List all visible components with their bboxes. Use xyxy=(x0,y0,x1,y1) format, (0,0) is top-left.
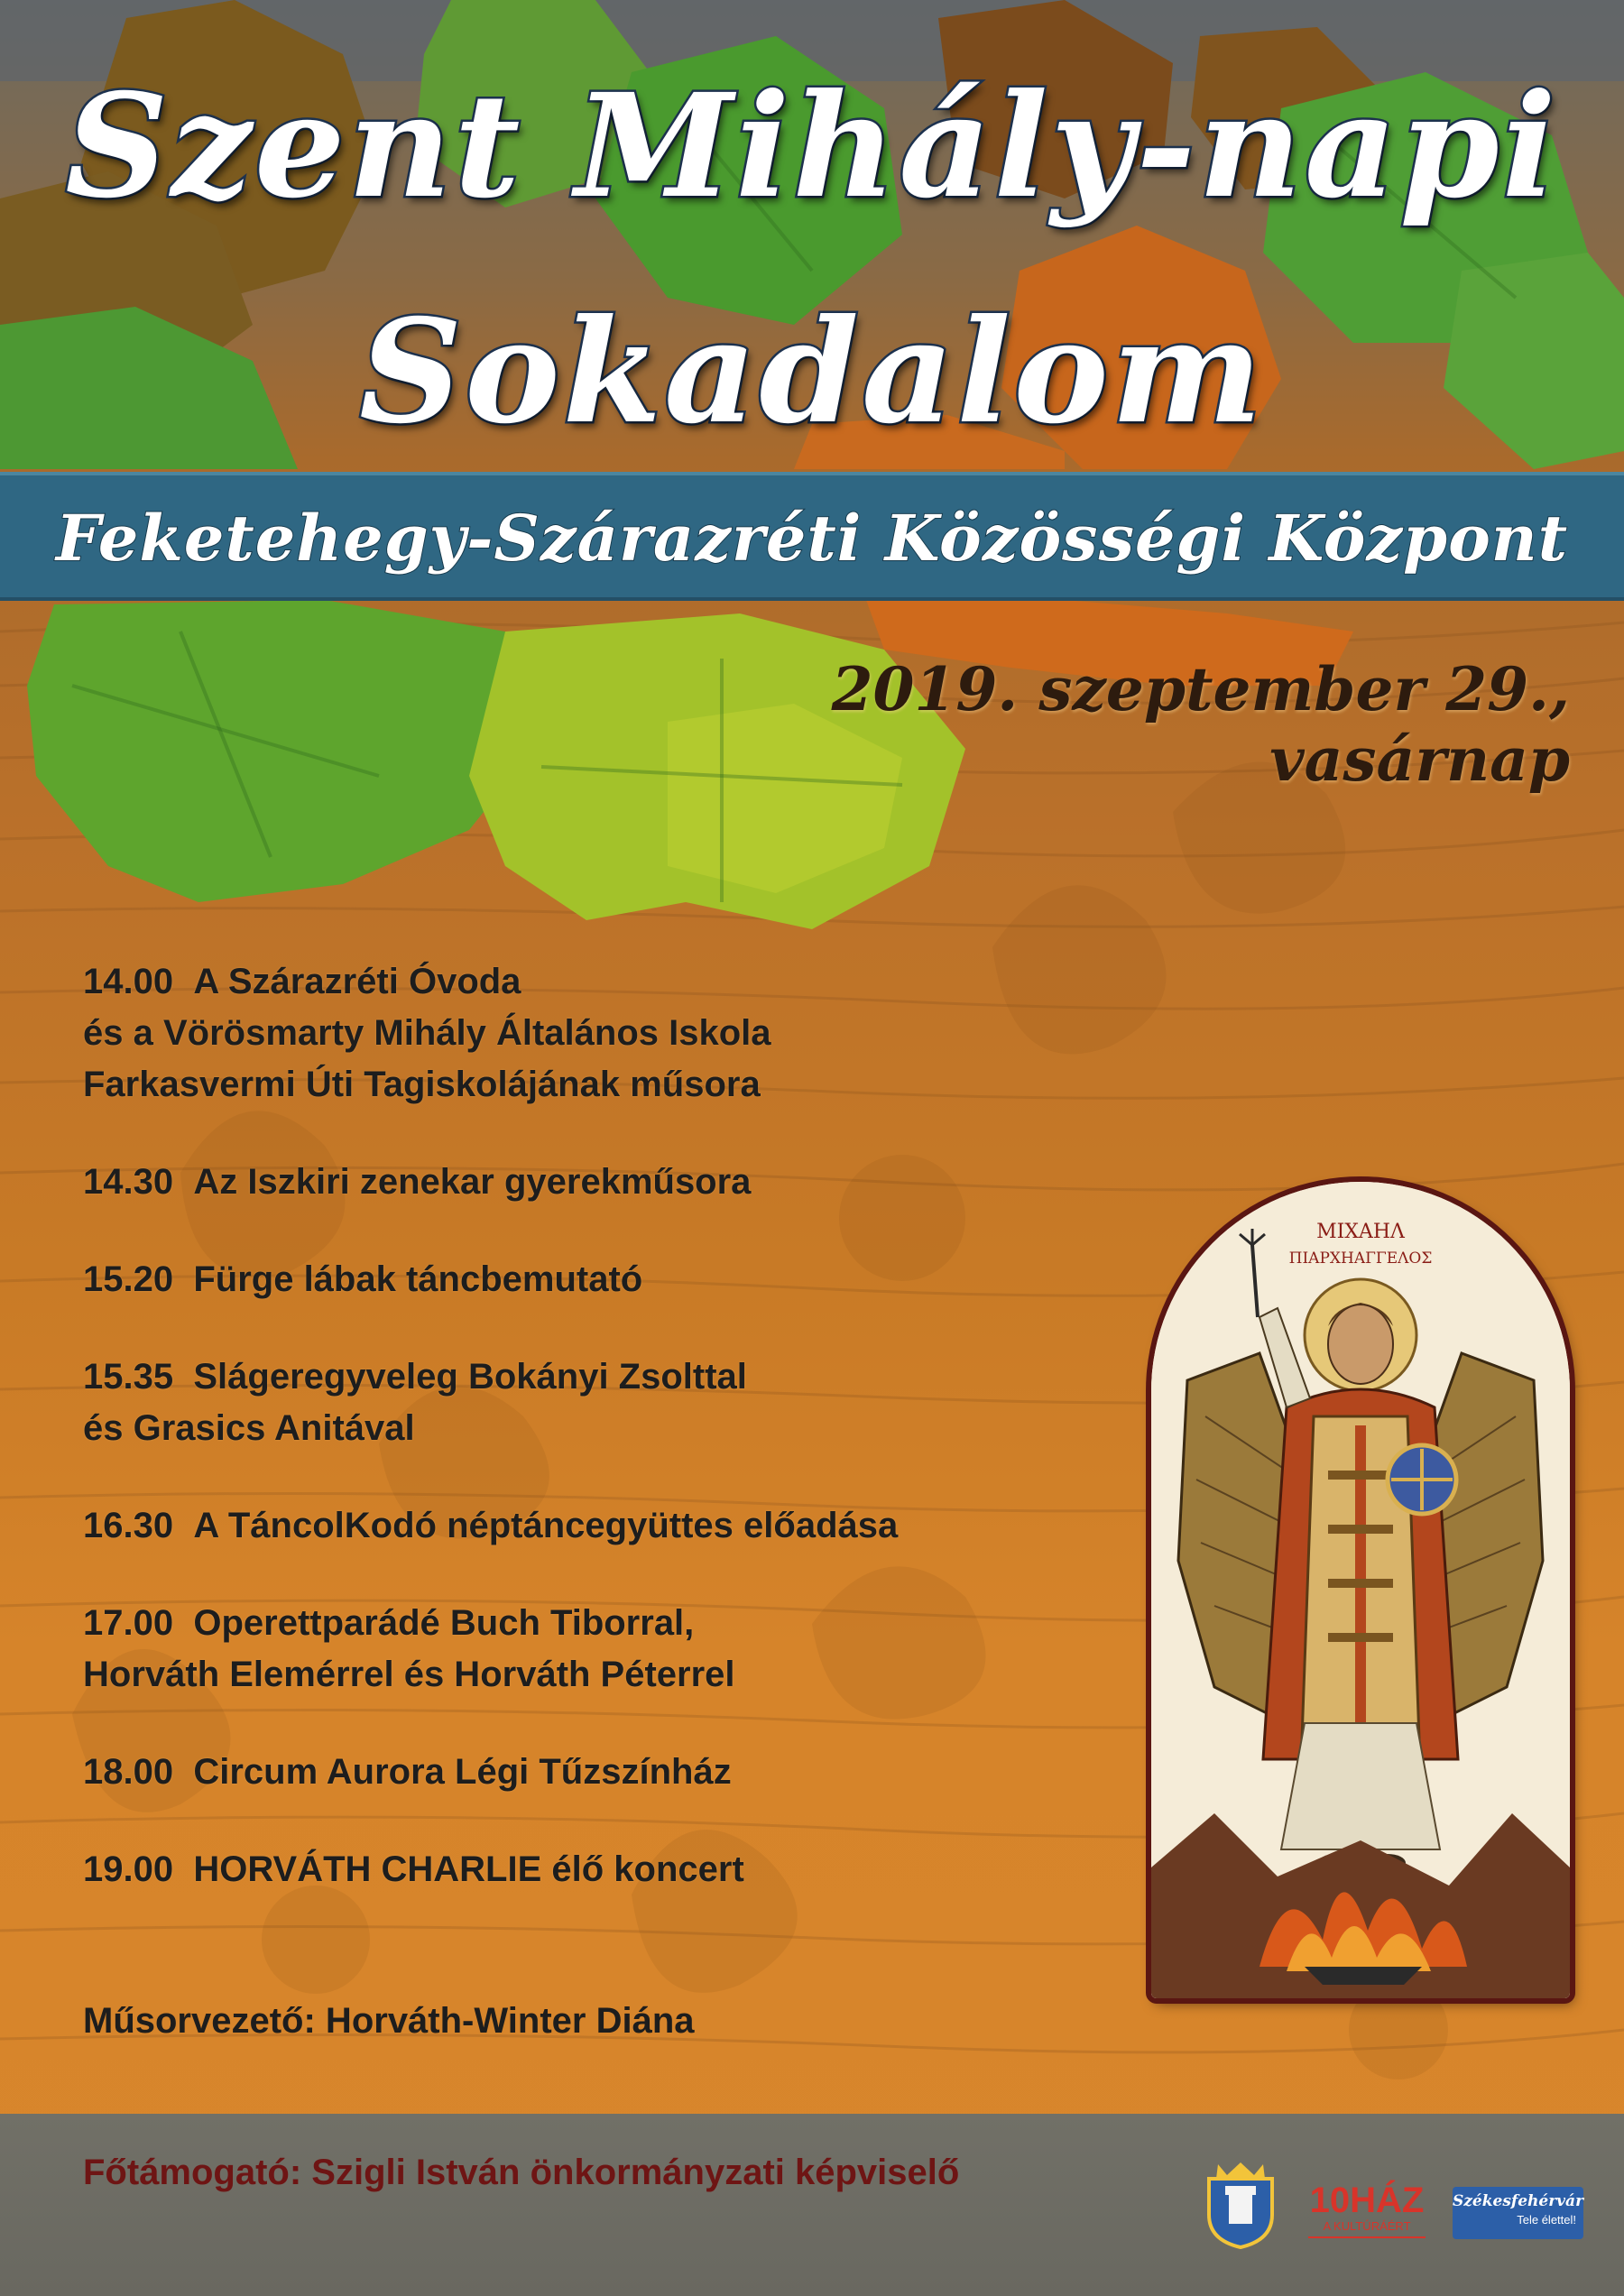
program-time: 14.30 xyxy=(83,1162,174,1202)
10haz-logo-text: 10HÁZ xyxy=(1309,2181,1425,2220)
program-item xyxy=(83,1254,1121,1305)
program-text: Slágeregyveleg Bokányi Zsolttal xyxy=(193,1357,747,1397)
city-logo-tagline: Tele élettel! xyxy=(1517,2213,1576,2227)
archangel-michael-icon-image xyxy=(1151,1182,1570,1998)
program-text: Farkasvermi Úti Tagiskolájának műsora xyxy=(83,1065,761,1104)
program-text: A Szárazréti Óvoda xyxy=(193,962,521,1001)
program-item xyxy=(83,1747,1121,1798)
program-time: 15.35 xyxy=(83,1357,174,1397)
event-title-line-1: Szent Mihály-napi xyxy=(65,63,1559,230)
icon-inscription-2: ΠΙΑΡΧΗΑΓΓΕΛΟΣ xyxy=(1288,1249,1433,1268)
city-coat-of-arms-logo xyxy=(1200,2161,1281,2249)
program-text: A TáncolKodó néptáncegyüttes előadása xyxy=(193,1506,899,1545)
venue-name: Feketehegy-Szárazréti Közösségi Központ xyxy=(55,501,1569,576)
program-time: 17.00 xyxy=(83,1603,174,1643)
program-item xyxy=(83,1351,1121,1454)
program-text: Horváth Elemérrel és Horváth Péterrel xyxy=(83,1655,735,1694)
event-date: 2019. szeptember 29., vasárnap xyxy=(831,654,1570,795)
venue-banner xyxy=(0,472,1624,601)
program-list xyxy=(83,956,1121,1941)
program-item xyxy=(83,956,1121,1111)
program-time: 18.00 xyxy=(83,1752,174,1792)
program-text: Az Iszkiri zenekar gyerekműsora xyxy=(193,1162,752,1202)
program-item xyxy=(83,1844,1121,1895)
host-credit: Műsorvezető: Horváth-Winter Diána xyxy=(83,2001,695,2041)
program-text: és Grasics Anitával xyxy=(83,1408,415,1448)
szekesfehervar-logo xyxy=(1453,2187,1583,2239)
program-text: Circum Aurora Légi Tűzszínház xyxy=(193,1752,732,1792)
program-item xyxy=(83,1500,1121,1552)
10haz-logo xyxy=(1299,2165,1435,2246)
program-time: 19.00 xyxy=(83,1849,174,1889)
program-time: 15.20 xyxy=(83,1259,174,1299)
program-item xyxy=(83,1598,1121,1701)
program-text: HORVÁTH CHARLIE élő koncert xyxy=(193,1849,744,1889)
program-time: 14.00 xyxy=(83,962,174,1001)
event-title-line-2: Sokadalom xyxy=(359,289,1265,456)
program-text: Fürge lábak táncbemutató xyxy=(193,1259,643,1299)
main-sponsor: Főtámogató: Szigli István önkormányzati képviselő xyxy=(83,2153,960,2192)
program-time: 16.30 xyxy=(83,1506,174,1545)
10haz-logo-subtext: A KULTÚRÁÉRT xyxy=(1323,2219,1411,2233)
city-logo-name: Székesfehérvár xyxy=(1453,2192,1584,2210)
program-text: és a Vörösmarty Mihály Általános Iskola xyxy=(83,1013,771,1053)
archangel-illustration xyxy=(1151,1182,1570,1998)
program-text: Operettparádé Buch Tiborral, xyxy=(193,1603,695,1643)
program-item xyxy=(83,1157,1121,1208)
icon-inscription-1: ΜΙΧΑΗΛ xyxy=(1316,1221,1405,1243)
